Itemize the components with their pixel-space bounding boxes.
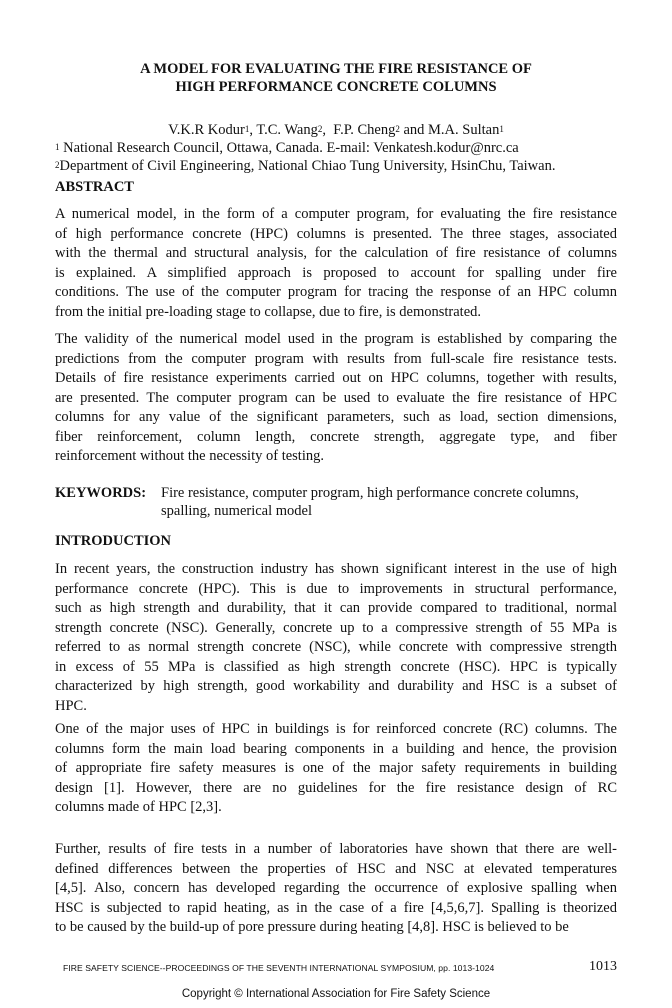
text-line: defined differences between the properties of HSC and NSC at elevated temperatures [55, 860, 617, 877]
page-number: 1013 [589, 959, 617, 974]
text-line: The validity of the numerical model used in the program is established by comparing the [55, 331, 617, 347]
abstract-paragraph [55, 330, 617, 467]
text-line: Details of fire resistance experiments carried out on HPC columns, together with results, [55, 370, 617, 386]
keywords-label: KEYWORDS: [55, 485, 147, 501]
text-line: in excess of 55 MPa is classified as high strength concrete (HSC). HPC is typically [55, 658, 617, 675]
author: F.P. Cheng$^2$ and [333, 122, 429, 138]
text-line: reinforcement without the necessity of testing. [55, 448, 324, 464]
text-line: performance concrete (HPC). This is due to improvements in structural performance, [55, 580, 617, 597]
running-footer: FIRE SAFETY SCIENCE--PROCEEDINGS OF THE SEVENTH INTERNATIONAL SYMPOSIUM, pp. 1013-1024 [63, 963, 495, 973]
text-line: Further, results of fire tests in a number of laboratories have shown that there are well- [55, 841, 617, 857]
text-line: fiber reinforcement, column length, concrete strength, aggregate type, and fiber [55, 428, 617, 445]
keywords-text: spalling, numerical model [161, 503, 313, 519]
text-line: to be caused by the build-up of pore pressure during heating [4,8]. HSC is believed to be [55, 919, 569, 935]
text-line: conditions. The use of the computer program for tracing the response of an HPC column [55, 284, 617, 300]
text-line: characterized by high strength, good workability and durability and HSC is a subset of [55, 678, 617, 694]
paper-title [0, 60, 672, 96]
text-line: columns for any value of the significant parameters, such as load, section dimensions, [55, 409, 617, 425]
text-line: design [1]. However, there are no guidelines for the fire resistance design of RC [55, 779, 617, 796]
text-line: HSC is subjected to rapid heating, as in the case of a fire [4,5,6,7]. Spalling is theorized [55, 899, 617, 916]
text-line: of high performance concrete (HPC) columns is presented. The three stages, associated [55, 225, 617, 242]
author-list [0, 121, 672, 139]
text-line: are presented. The computer program can be used to evaluate the fire resistance of HPC [55, 389, 617, 406]
text-line: columns form the main load bearing components in a building and hence, the provision [55, 740, 617, 757]
text-line: referred to as normal strength concrete (NSC), while concrete with compressive strength [55, 639, 617, 655]
text-line: from the initial pre-loading stage to collapse, due to fire, is demonstrated. [55, 303, 482, 320]
affiliation: $^1$ National Research Council, Ottawa, Canada. E-mail: Venkatesh.kodur@nrc.ca [55, 140, 519, 156]
abstract-heading: ABSTRACT [55, 179, 134, 195]
keywords-text: Fire resistance, computer program, high performance concrete columns, [161, 485, 579, 501]
text-line: such as high strength and durability, that it can provide compared to traditional, normal [55, 600, 617, 616]
text-line: is explained. A simplified approach is proposed to account for spalling under fire [55, 264, 617, 281]
text-line: with the thermal and structural analysis, for the calculation of fire resistance of columns [55, 245, 617, 261]
intro-paragraph [55, 720, 617, 818]
text-line: HPC. [55, 697, 87, 714]
abstract-paragraph [55, 205, 617, 322]
text-line: of appropriate fire safety measures is one of the major safety requirements in building [55, 760, 617, 776]
intro-paragraph [55, 840, 617, 938]
introduction-heading: INTRODUCTION [55, 533, 172, 549]
text-line: [4,5]. Also, concern has developed regarding the occurrence of explosive spalling when [55, 880, 617, 896]
author: M.A. Sultan$^1$ [428, 122, 504, 138]
text-line: strength concrete (NSC). Generally, concrete up to a compressive strength of 55 MPa is [55, 619, 617, 636]
keywords [55, 484, 617, 520]
text-line: One of the major uses of HPC in buildings is for reinforced concrete (RC) columns. The [55, 721, 617, 737]
text-line: predictions from the computer program with results from full-scale fire resistance tests. [55, 350, 617, 367]
text-line: columns made of HPC [2,3]. [55, 799, 222, 815]
title-line: A MODEL FOR EVALUATING THE FIRE RESISTANCE OF [140, 61, 532, 77]
text-line: A numerical model, in the form of a computer program, for evaluating the fire resistance [55, 206, 617, 222]
author: T.C. Wang$^2$, [256, 122, 334, 138]
copyright-notice: Copyright © International Association for Fire Safety Science [181, 988, 491, 1000]
text-line: In recent years, the construction industry has shown significant interest in the use of high [55, 561, 617, 577]
author: V.K.R Kodur$^1$, [168, 122, 257, 138]
intro-paragraph [55, 560, 617, 716]
affiliation: $^2$Department of Civil Engineering, National Chiao Tung University, HsinChu, Taiwan. [55, 158, 556, 174]
title-line: HIGH PERFORMANCE CONCRETE COLUMNS [175, 79, 497, 95]
